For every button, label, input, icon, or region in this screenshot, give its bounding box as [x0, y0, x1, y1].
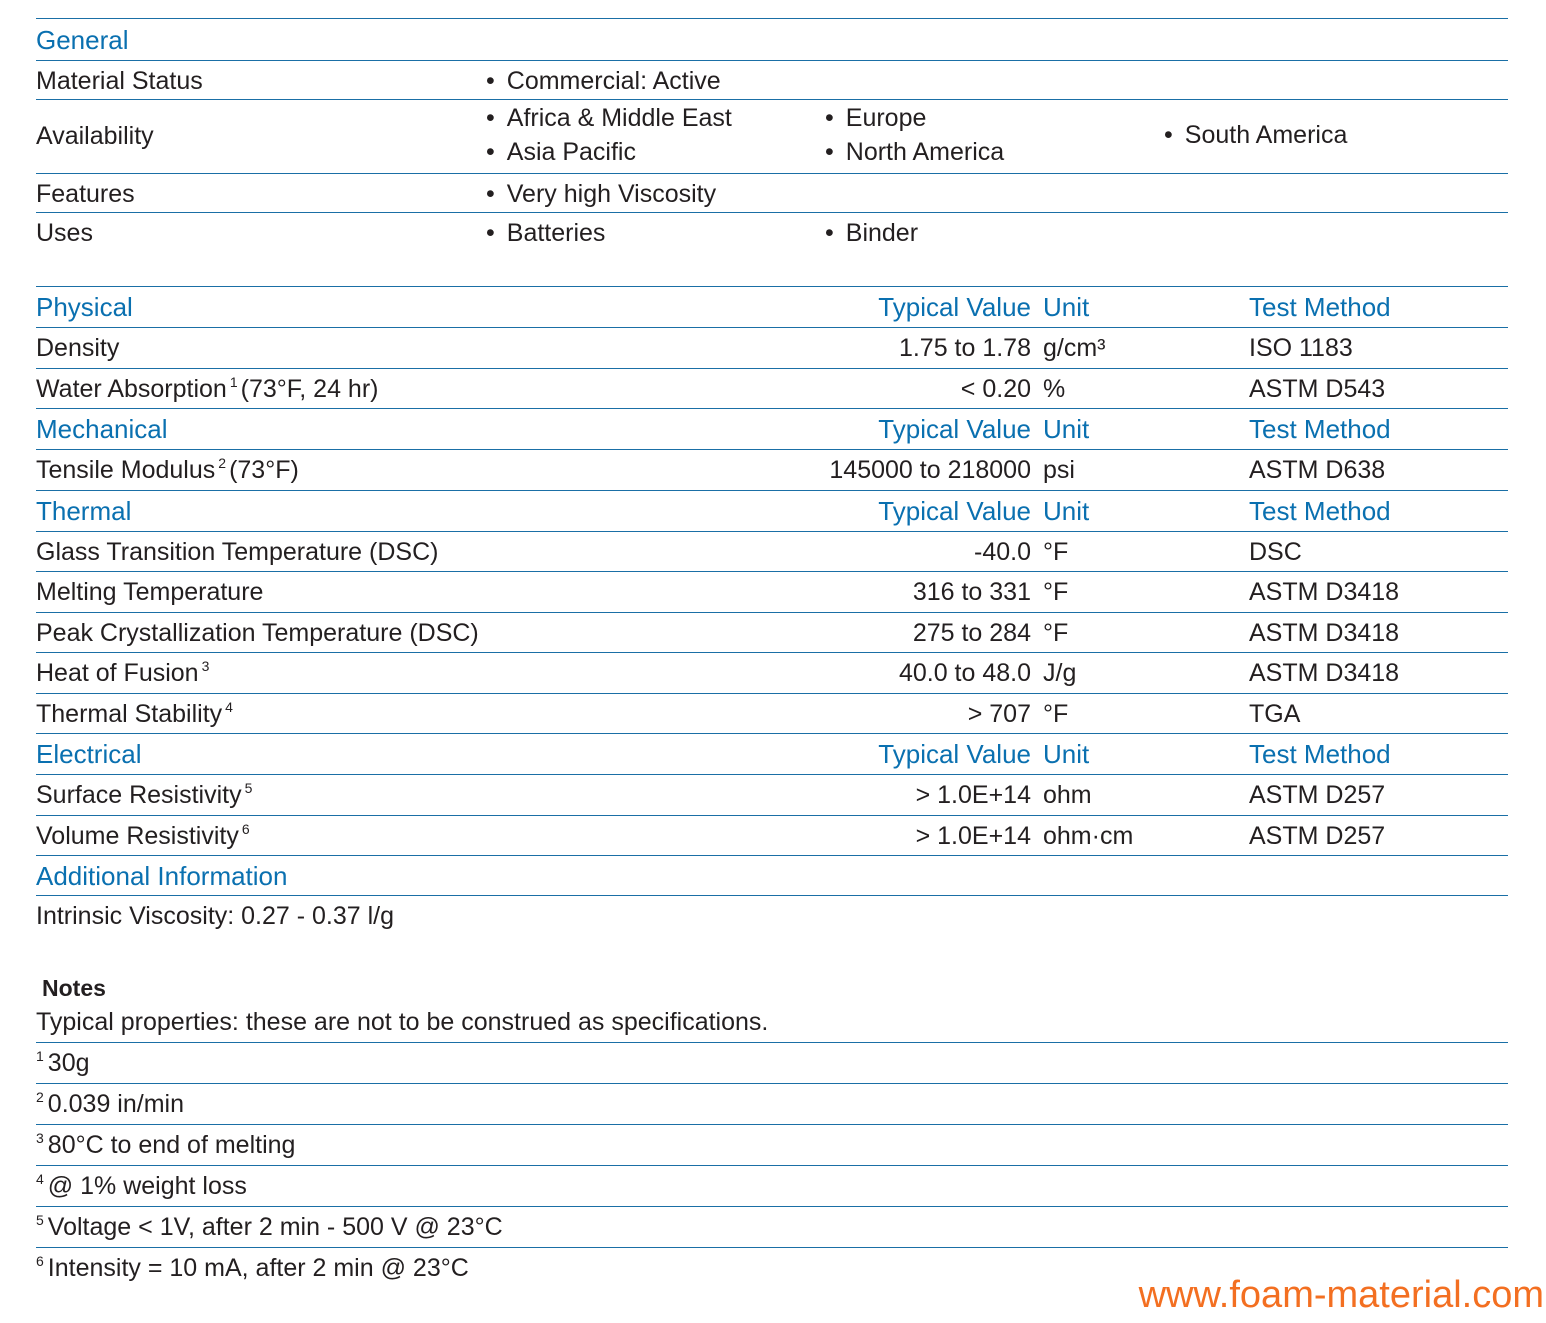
typical-value-header: Typical Value	[878, 414, 1031, 444]
unit-header: Unit	[1043, 414, 1090, 444]
availability-item: • Asia Pacific	[486, 140, 636, 165]
property-unit: g/cm³	[1043, 334, 1106, 362]
availability-item: • Europe	[825, 106, 926, 131]
note-text-wrap	[36, 1048, 90, 1077]
property-label: Peak Crystallization Temperature (DSC)	[36, 618, 479, 647]
general-header	[36, 18, 1508, 60]
typical-value-header: Typical Value	[878, 292, 1031, 322]
property-value: 145000 to 218000	[829, 456, 1031, 484]
properties-table	[36, 286, 1508, 855]
material-status-label: Material Status	[36, 67, 203, 95]
note-text-wrap	[36, 1171, 247, 1200]
mechanical-title: Mechanical	[36, 414, 168, 444]
property-value: > 1.0E+14	[915, 821, 1031, 850]
note-number: 4	[36, 1171, 44, 1187]
electrical-header	[36, 733, 1508, 774]
additional-row	[36, 895, 1508, 967]
property-method: ASTM D257	[1249, 821, 1386, 850]
uses-row	[36, 212, 1508, 286]
property-label: Water Absorption	[36, 374, 227, 403]
note-item	[36, 1206, 1508, 1247]
property-name	[36, 698, 236, 728]
property-unit: ohm	[1043, 781, 1092, 809]
property-name	[36, 455, 299, 484]
note-item	[36, 1083, 1508, 1124]
property-value: 316 to 331	[912, 578, 1031, 606]
property-condition: (73°F, 24 hr)	[240, 374, 379, 403]
note-number: 1	[36, 1048, 44, 1064]
typical-value-header: Typical Value	[878, 495, 1031, 526]
property-method: ISO 1183	[1249, 334, 1353, 362]
uses-label: Uses	[36, 219, 93, 247]
property-condition: (73°F)	[229, 456, 299, 484]
property-label: Heat of Fusion	[36, 659, 199, 687]
physical-title: Physical	[36, 292, 133, 322]
property-unit: J/g	[1043, 659, 1077, 687]
test-method-header: Test Method	[1249, 739, 1391, 769]
note-item	[36, 1124, 1508, 1165]
note-text: 80°C to end of melting	[47, 1131, 296, 1159]
property-name	[36, 658, 212, 687]
footnote-ref: 5	[244, 780, 253, 796]
note-number: 3	[36, 1130, 44, 1146]
unit-header: Unit	[1043, 495, 1090, 526]
uses-item: • Binder	[825, 221, 918, 246]
property-unit: °F	[1043, 618, 1069, 647]
property-unit: °F	[1043, 537, 1069, 566]
property-row	[36, 652, 1508, 693]
availability-item: • Africa & Middle East	[486, 106, 732, 131]
note-number: 5	[36, 1212, 44, 1228]
note-text: Voltage < 1V, after 2 min - 500 V @ 23°C	[47, 1213, 503, 1241]
property-method: TGA	[1249, 699, 1301, 728]
property-label: Melting Temperature	[36, 578, 264, 606]
property-name	[36, 336, 119, 361]
note-number: 2	[36, 1089, 44, 1105]
additional-text: Intrinsic Viscosity: 0.27 - 0.37 l/g	[36, 902, 395, 930]
note-text: Intensity = 10 mA, after 2 min @ 23°C	[47, 1254, 469, 1282]
note-text-wrap	[36, 1212, 503, 1241]
property-row	[36, 368, 1508, 409]
property-row	[36, 774, 1508, 815]
uses-item: • Batteries	[486, 221, 605, 246]
additional-header	[36, 855, 1508, 895]
property-method: ASTM D257	[1249, 781, 1386, 809]
availability-row	[36, 99, 1508, 173]
unit-header: Unit	[1043, 739, 1090, 769]
test-method-header: Test Method	[1249, 414, 1391, 444]
availability-item: • South America	[1164, 123, 1347, 148]
property-name	[36, 373, 379, 403]
notes-title: Notes	[42, 975, 106, 1001]
note-item	[36, 1165, 1508, 1206]
datasheet	[36, 18, 1508, 1288]
property-name	[36, 820, 253, 850]
property-value: -40.0	[974, 537, 1031, 566]
property-unit: %	[1043, 374, 1066, 403]
property-name	[36, 618, 479, 647]
property-label: Tensile Modulus	[36, 456, 216, 484]
electrical-title: Electrical	[36, 739, 142, 769]
property-method: ASTM D638	[1249, 456, 1386, 484]
material-status-value: • Commercial: Active	[486, 69, 721, 94]
property-row	[36, 571, 1508, 612]
test-method-header: Test Method	[1249, 495, 1391, 526]
note-number: 6	[36, 1253, 44, 1269]
features-row	[36, 173, 1508, 212]
note-item	[36, 1042, 1508, 1083]
notes-list	[36, 1042, 1508, 1288]
property-label: Surface Resistivity	[36, 781, 242, 809]
note-text: @ 1% weight loss	[47, 1172, 247, 1200]
property-value: 1.75 to 1.78	[898, 334, 1031, 362]
availability-label: Availability	[36, 122, 154, 150]
property-row	[36, 815, 1508, 856]
footnote-ref: 6	[241, 820, 250, 837]
property-unit: °F	[1043, 699, 1069, 728]
property-name	[36, 537, 439, 566]
mechanical-header	[36, 408, 1508, 449]
note-text-wrap	[36, 1253, 469, 1282]
property-label: Density	[36, 334, 120, 362]
typical-value-header: Typical Value	[878, 739, 1031, 769]
property-label: Volume Resistivity	[36, 821, 239, 850]
property-row	[36, 449, 1508, 490]
property-unit: °F	[1043, 578, 1069, 606]
property-method: ASTM D3418	[1249, 618, 1400, 647]
property-method: DSC	[1249, 537, 1302, 566]
thermal-header	[36, 490, 1508, 531]
property-name	[36, 780, 255, 809]
property-method: ASTM D543	[1249, 374, 1386, 403]
property-value: < 0.20	[960, 374, 1031, 403]
general-title: General	[36, 25, 129, 55]
notes-intro: Typical properties: these are not to be construed as specifications.	[36, 1008, 769, 1036]
footnote-ref: 1	[229, 373, 238, 390]
physical-header	[36, 286, 1508, 327]
watermark: www.foam-material.com	[1138, 1274, 1544, 1316]
property-value: 275 to 284	[912, 618, 1031, 647]
additional-title: Additional Information	[36, 861, 288, 891]
property-method: ASTM D3418	[1249, 659, 1400, 687]
property-method: ASTM D3418	[1249, 578, 1400, 606]
note-text-wrap	[36, 1130, 296, 1159]
property-unit: ohm·cm	[1043, 821, 1134, 850]
note-text: 0.039 in/min	[47, 1090, 184, 1118]
footnote-ref: 2	[218, 455, 227, 471]
material-status-row	[36, 60, 1508, 99]
test-method-header: Test Method	[1249, 292, 1391, 322]
property-row	[36, 327, 1508, 368]
property-name	[36, 580, 263, 605]
property-value: > 1.0E+14	[915, 781, 1031, 809]
property-row	[36, 531, 1508, 572]
property-row	[36, 612, 1508, 653]
footnote-ref: 3	[201, 658, 210, 674]
property-label: Glass Transition Temperature (DSC)	[36, 537, 439, 566]
notes-intro-row	[36, 1005, 1508, 1042]
property-row	[36, 693, 1508, 734]
property-value: 40.0 to 48.0	[898, 659, 1031, 687]
property-unit: psi	[1043, 456, 1075, 484]
notes-title-row	[36, 967, 1508, 1005]
note-text-wrap	[36, 1089, 184, 1118]
property-value: > 707	[967, 699, 1031, 728]
thermal-title: Thermal	[36, 495, 132, 526]
note-text: 30g	[47, 1049, 90, 1077]
property-label: Thermal Stability	[36, 699, 223, 728]
features-label: Features	[36, 180, 135, 208]
footnote-ref: 4	[225, 698, 233, 715]
unit-header: Unit	[1043, 292, 1090, 322]
features-value: • Very high Viscosity	[486, 182, 716, 207]
availability-item: • North America	[825, 140, 1004, 165]
